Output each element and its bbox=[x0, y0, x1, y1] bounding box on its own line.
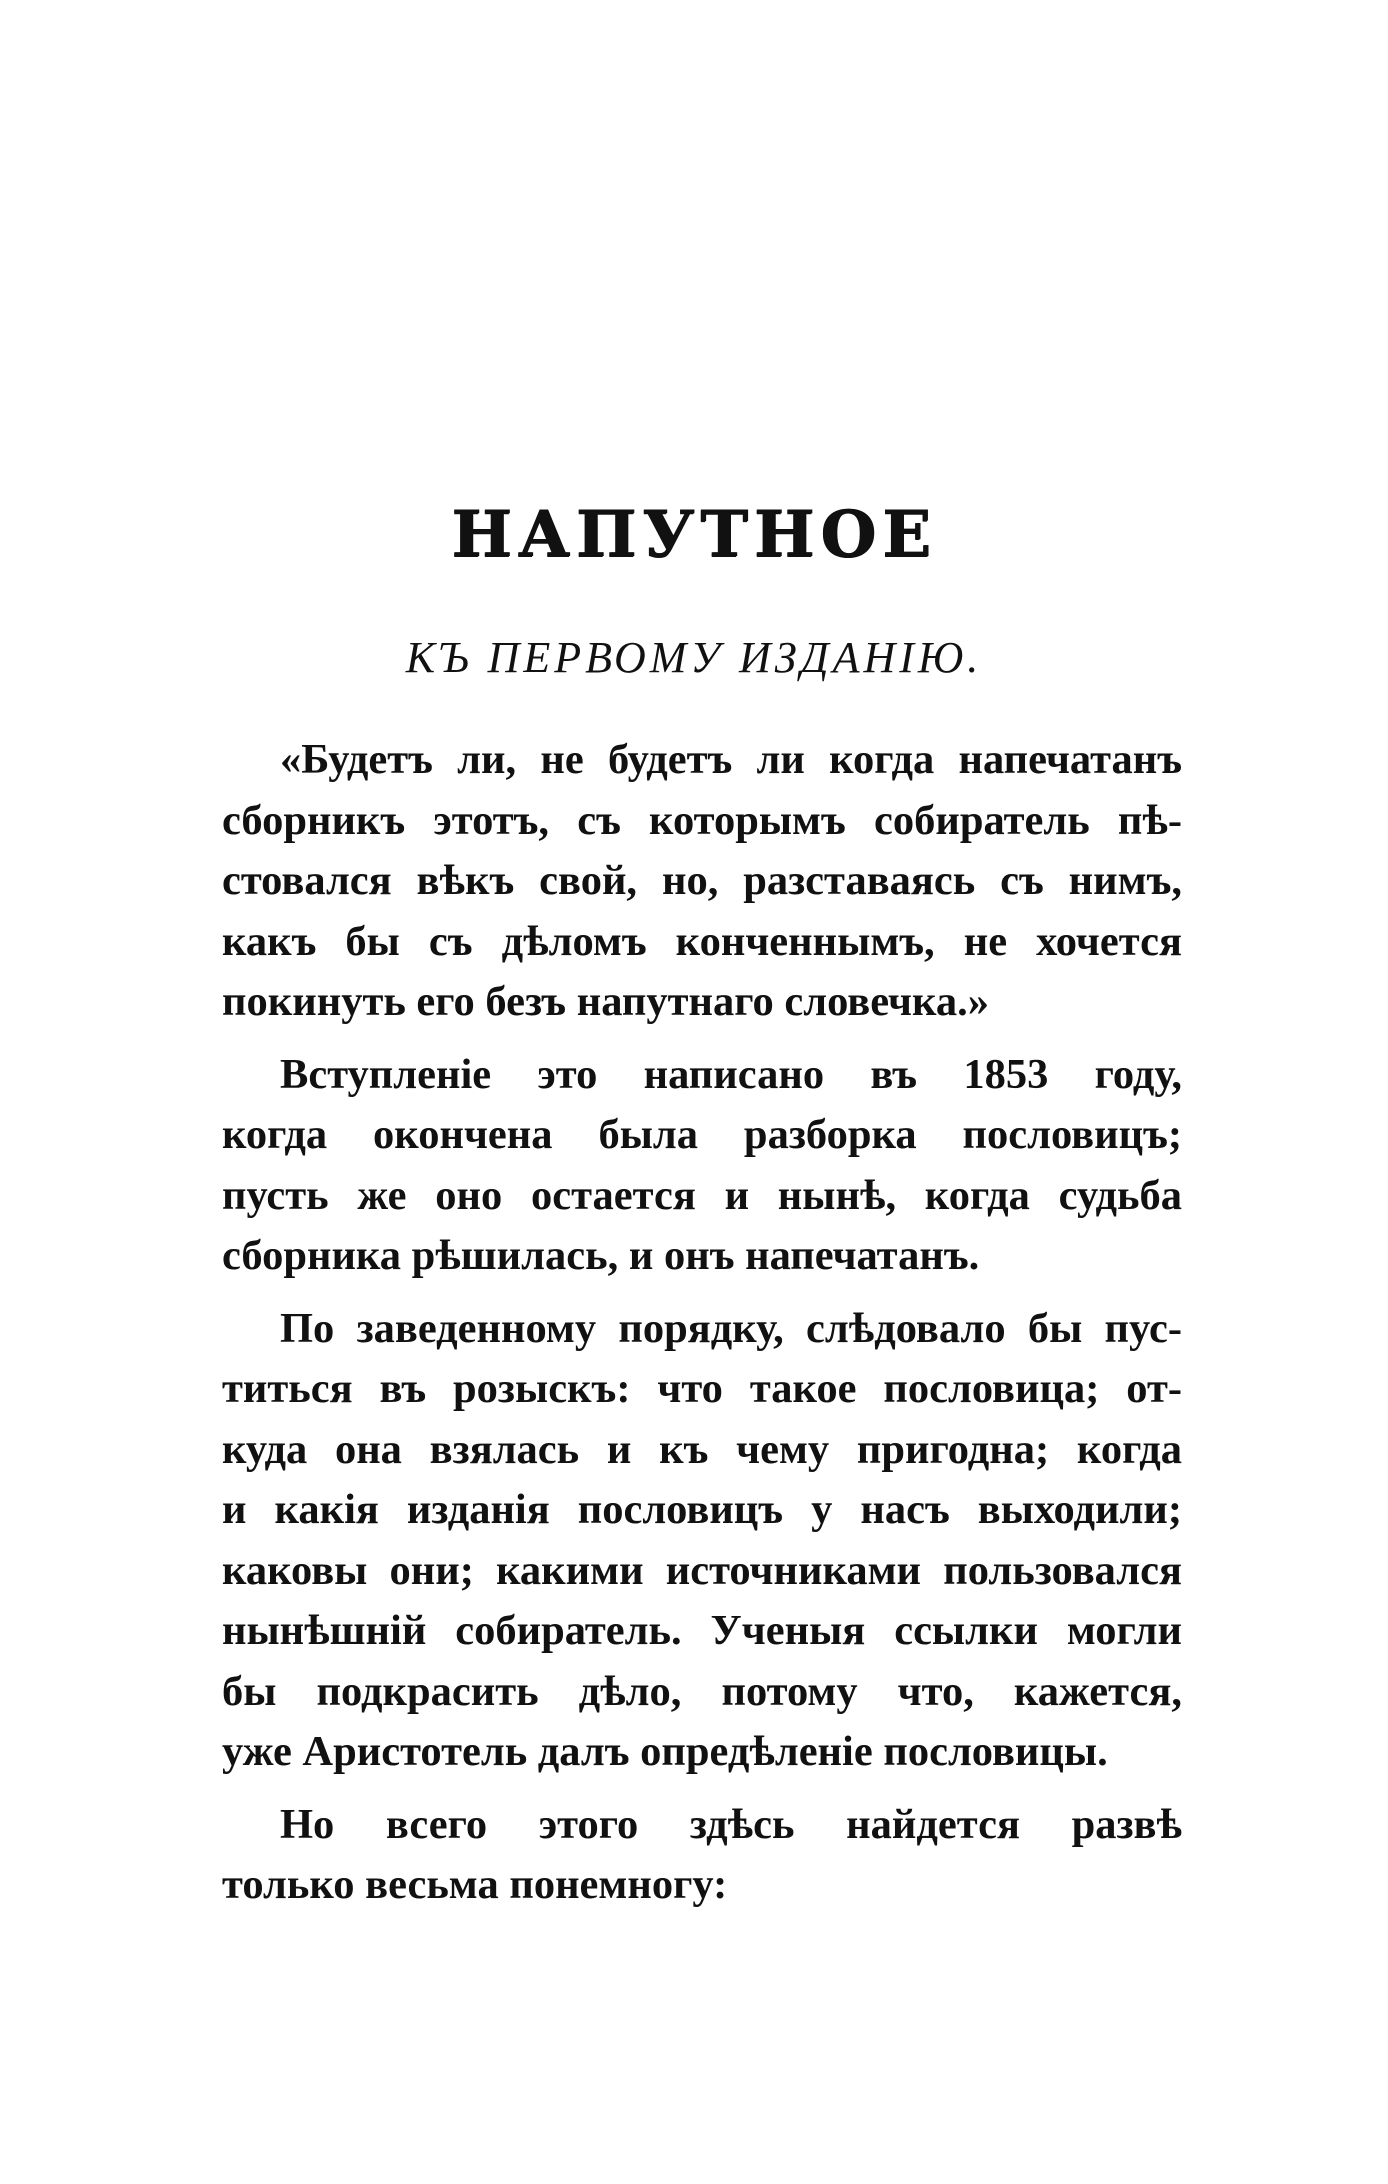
text-line: По заведенному порядку, слѣдовало бы пус- bbox=[280, 1304, 1182, 1352]
text-line: каковы они; какими источниками пользовался bbox=[222, 1546, 1182, 1594]
paragraph-1 bbox=[222, 730, 1182, 1033]
text-line: бы подкрасить дѣло, потому что, кажется, bbox=[222, 1667, 1182, 1715]
text-line: только весьма понемногу: bbox=[222, 1861, 728, 1908]
text-line: уже Аристотель далъ опредѣленіе пословицы. bbox=[222, 1728, 1108, 1775]
text-line: какъ бы съ дѣломъ конченнымъ, не хочется bbox=[222, 917, 1182, 965]
text-line: нынѣшній собиратель. Ученыя ссылки могли bbox=[222, 1607, 1182, 1654]
text-line: сборникъ этотъ, съ которымъ собиратель пѣ- bbox=[222, 796, 1182, 844]
text-line: куда она взялась и къ чему пригодна; когда bbox=[222, 1425, 1182, 1473]
text-line: титься въ розыскъ: что такое пословица; от- bbox=[222, 1365, 1182, 1412]
paragraph-2 bbox=[222, 1045, 1182, 1287]
text-line: «Будетъ ли, не будетъ ли когда напечатанъ bbox=[280, 736, 1182, 783]
text-line: Вступленіе это написано въ 1853 году, bbox=[280, 1050, 1182, 1098]
page-title: НАПУТНОЕ bbox=[451, 497, 937, 572]
text-line: и какія изданія пословицъ у насъ выходили; bbox=[222, 1486, 1182, 1533]
paragraph-4 bbox=[222, 1795, 1182, 1916]
text-line: когда окончена была разборка пословицъ; bbox=[222, 1111, 1182, 1158]
text-line: Но всего этого здѣсь найдется развѣ bbox=[280, 1800, 1182, 1848]
text-line: сборника рѣшилась, и онъ напечатанъ. bbox=[222, 1232, 980, 1279]
page-subtitle: КЪ ПЕРВОМУ ИЗДАНІЮ. bbox=[405, 633, 983, 682]
text-line: покинуть его безъ напутнаго словечка.» bbox=[222, 978, 989, 1025]
text-line: стовался вѣкъ свой, но, разставаясь съ нимъ, bbox=[222, 857, 1182, 904]
body-text bbox=[222, 730, 1182, 1916]
text-line: пусть же оно остается и нынѣ, когда судьба bbox=[222, 1171, 1182, 1219]
paragraph-3 bbox=[222, 1299, 1182, 1783]
